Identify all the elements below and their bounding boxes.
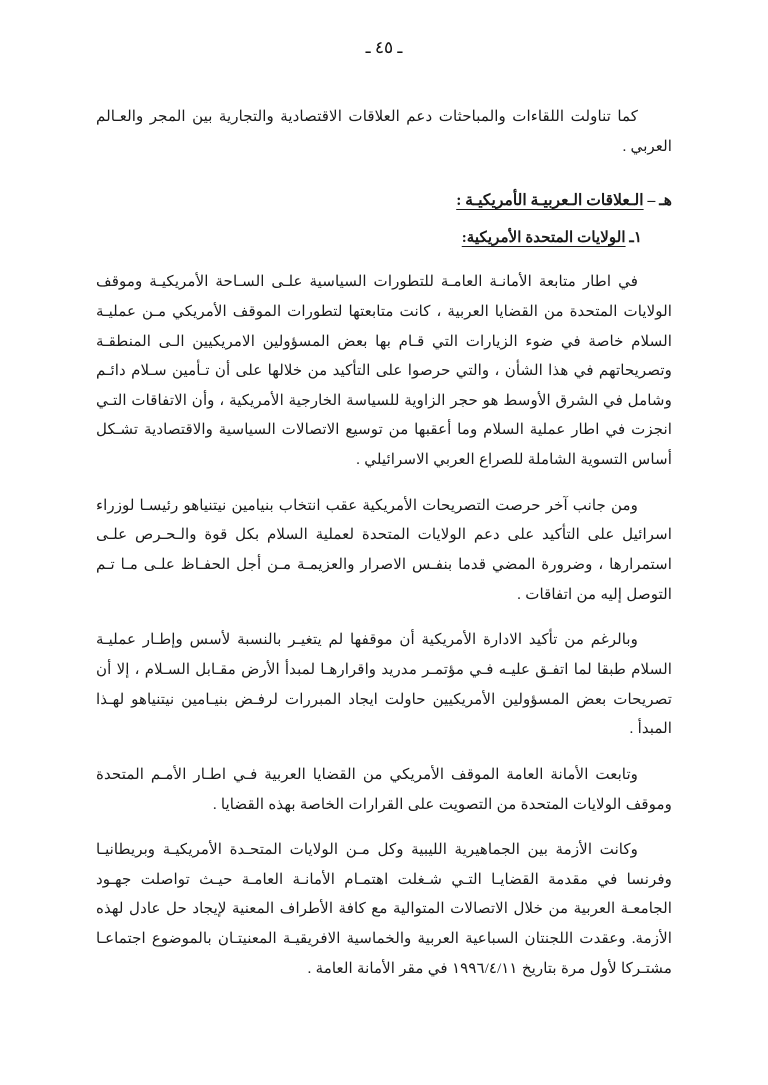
section-heading (96, 191, 672, 210)
section-title: الـعلاقات الـعربيـة الأمريكيـة : (456, 192, 644, 210)
body-paragraph-2: ومن جانب آخر حرصت التصريحات الأمريكية عقب انتخاب بنيامين نيتنياهو رئيسـا لوزراء اسرائيل على التأكيد على دعم الولايات المتحدة لعملية السلام بكل قوة والـحـرص علـى استمرارها ، وضرورة المضي قدما بنفـس الاصرار والعزيمـة مـن أجل الحفـاظ علـى مـا تـم التوصل إليه من اتفاقات . (96, 496, 672, 603)
subsection-heading (130, 228, 672, 247)
body-paragraph-1: في اطار متابعة الأمانـة العامـة للتطورات السياسية علـى السـاحة الأمريكيـة وموقف الولايات المتحدة من القضايا العربية ، كانت متابعتها لتطورات الموقف الأمريكي مـن عمليـة السلام خاصة في ضوء الزيارات التي قـام بها بعض المسؤولين الامريكيين الـى المنطقـة وتصريحاتهم في هذا الشأن ، والتي حرصوا على التأكيد من خلالها على أن تـأمين سـلام دائـم وشامل في الشرق الأوسط هو حجر الزاوية للسياسة الخارجية الأمريكية ، وأن الاتفاقات التـي انجزت في اطار عملية السلام وما أعقبها من توسيع الاتصالات السياسية والاقتصادية تشـكل أساس التسوية الشاملة للصراع العربي الاسرائيلي . (96, 273, 672, 469)
body-paragraph-3: وبالرغم من تأكيد الادارة الأمريكية أن موقفها لم يتغيـر بالنسبة لأسس وإطـار عمليـة السلام طبقا لما اتفـق عليـه فـي مؤتمـر مدريد واقرارهـا لمبدأ الأرض مقـابل السـلام ، إلا أن تصريحات بعض المسؤولين الأمريكيين حاولت ايجاد المبررات لرفـض بنيـامين نيتنياهو لهـذا المبدأ . (96, 631, 672, 738)
section-marker: هـ – (647, 192, 672, 210)
body-paragraph-4: وتابعت الأمانة العامة الموقف الأمريكي من القضايا العربية فـي اطـار الأمـم المتحدة وموقف الولايات المتحدة من التصويت على القرارات الخاصة بهذه القضايا . (96, 765, 672, 813)
body-paragraph-5: وكانت الأزمة بين الجماهيرية الليبية وكل مـن الولايات المتحـدة الأمريكيـة وبريطانيـا وفرنسا في مقدمة القضايـا التـي شـغلت اهتمـام الأمانـة العامـة حيـث تواصلت جهـود الجامعـة العربية من خلال الاتصالات المتوالية مع كافة الأطراف المعنية لإيجاد حل عادل لهذه الأزمة. وعقدت اللجنتان السباعية العربية والخماسية الافريقيـة المعنيتـان بالموضوع اجتماعـا مشتـركا لأول مرة بتاريخ ١٩٩٦/٤/١١ في مقر الأمانة العامة . (96, 841, 672, 977)
page-number: ـ ٤٥ ـ (365, 38, 403, 57)
subsection-marker: ١ـ (629, 229, 642, 247)
intro-paragraph: كما تناولت اللقاءات والمباحثات دعم العلاقات الاقتصادية والتجارية بين المجر والعـالم العربي . (96, 108, 672, 155)
subsection-title: الولايات المتحدة الأمريكية: (461, 229, 626, 247)
